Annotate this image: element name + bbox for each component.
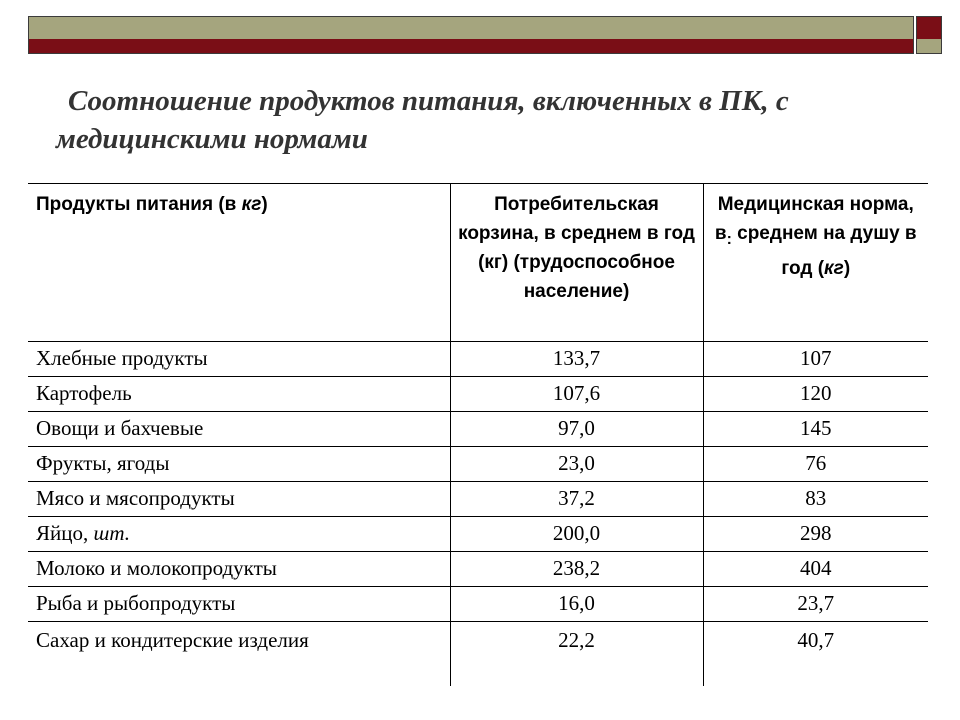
norm-value: 83 [703, 482, 928, 517]
slide-title [56, 82, 916, 158]
basket-value: 97,0 [450, 412, 703, 447]
basket-value: 238,2 [450, 552, 703, 587]
product-name: Мясо и мясопродукты [36, 486, 235, 510]
basket-value: 133,7 [450, 342, 703, 377]
norm-value: 145 [703, 412, 928, 447]
table-row [28, 412, 928, 447]
table-row [28, 342, 928, 377]
basket-value: 16,0 [450, 587, 703, 622]
norm-value: 298 [703, 517, 928, 552]
product-unit: шт. [93, 521, 131, 545]
norm-value: 404 [703, 552, 928, 587]
header-decor-bar [28, 16, 914, 54]
norm-value: 23,7 [703, 587, 928, 622]
table-row [28, 622, 928, 687]
basket-value: 37,2 [450, 482, 703, 517]
norm-value: 76 [703, 447, 928, 482]
decor-maroon-stripe [29, 39, 913, 53]
table-row [28, 517, 928, 552]
decor-olive-stripe [29, 17, 913, 39]
table-row [28, 587, 928, 622]
basket-value: 200,0 [450, 517, 703, 552]
slide-title-line-1: Соотношение продуктов питания, включенных в ПК, с [68, 85, 789, 117]
product-name: Фрукты, ягоды [36, 451, 170, 475]
header-decor-corner [916, 16, 942, 54]
table-row [28, 377, 928, 412]
norm-value: 40,7 [703, 622, 928, 687]
header-medical-norm: Медицинская норма, $в_:$ среднем на душу в год (кг) [703, 184, 928, 342]
basket-value: 107,6 [450, 377, 703, 412]
corner-maroon-block [917, 17, 941, 39]
slide-title-line-2: медицинскими нормами [56, 123, 368, 155]
table-row [28, 482, 928, 517]
product-name: Овощи и бахчевые [36, 416, 204, 440]
corner-olive-block [917, 39, 941, 53]
basket-value: 23,0 [450, 447, 703, 482]
header-products: Продукты питания (в кг) [36, 194, 268, 215]
product-name: Сахар и кондитерские изделия [36, 628, 309, 652]
product-name: Хлебные продукты [36, 346, 208, 370]
table-row [28, 447, 928, 482]
product-name: Яйцо, шт. [36, 521, 131, 545]
table-row [28, 552, 928, 587]
product-name: Рыба и рыбопродукты [36, 591, 236, 615]
header-consumer-basket: Потребительская корзина, в среднем в год (кг) (трудоспособное население) [450, 184, 703, 342]
product-name: Молоко и молокопродукты [36, 556, 277, 580]
table-header-row [28, 184, 928, 342]
product-name: Картофель [36, 381, 132, 405]
nutrition-comparison-table [28, 183, 928, 686]
norm-value: 107 [703, 342, 928, 377]
norm-value: 120 [703, 377, 928, 412]
basket-value: 22,2 [450, 622, 703, 687]
